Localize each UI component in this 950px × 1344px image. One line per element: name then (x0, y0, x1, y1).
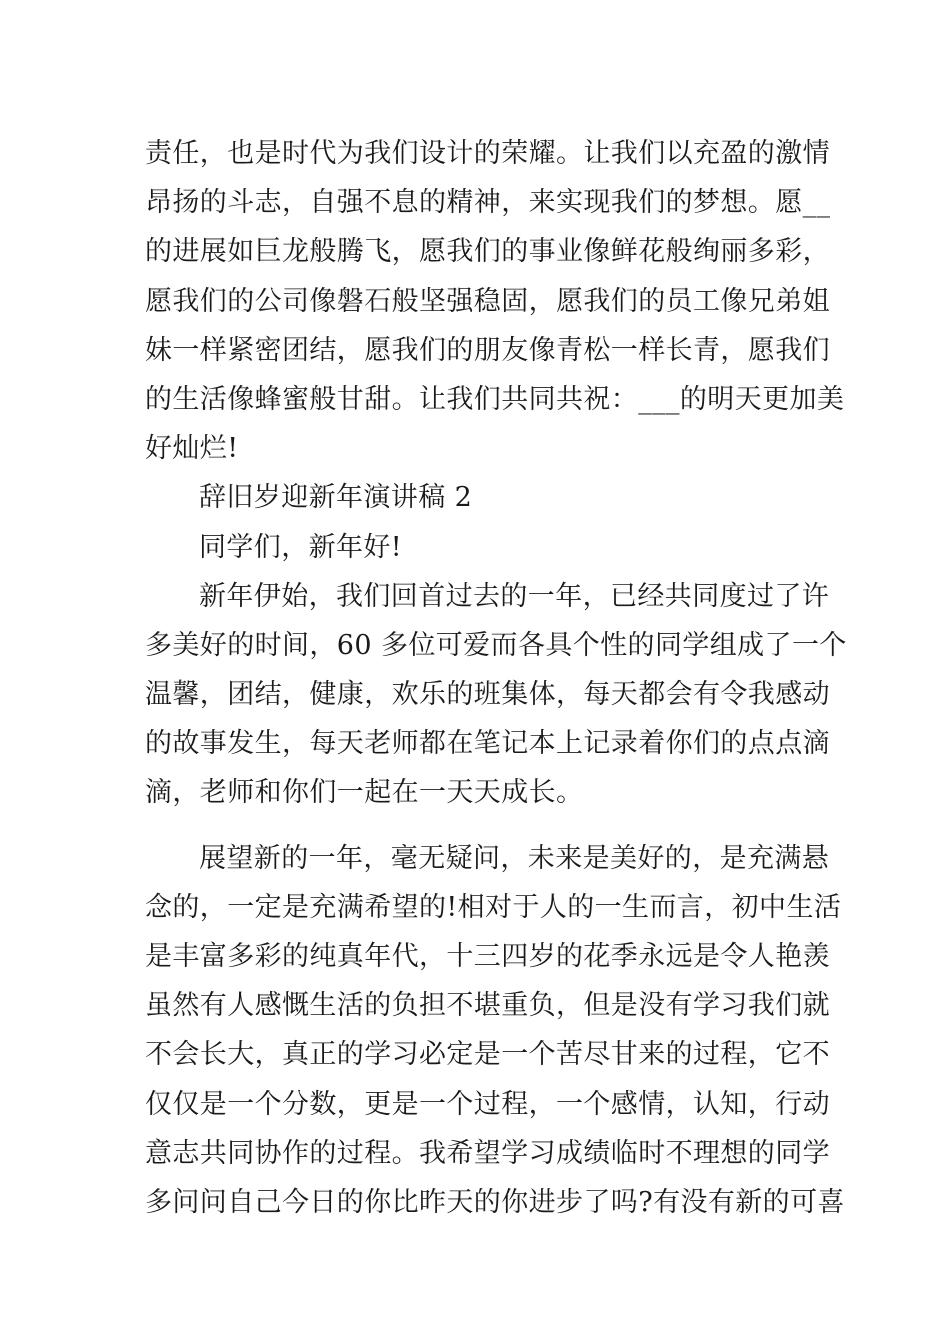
text-line: 仅仅是一个分数，更是一个过程，一个感情，认知，行动 (145, 1088, 830, 1120)
text-line: 新年伊始，我们回首过去的一年，已经共同度过了许 (199, 580, 830, 612)
text-line: 虽然有人感慨生活的负担不堪重负，但是没有学习我们就 (145, 990, 830, 1022)
text-line: 责任，也是时代为我们设计的荣耀。让我们以充盈的激情 (145, 138, 830, 169)
text-line: 愿我们的公司像磐石般坚强稳固，愿我们的员工像兄弟姐 (145, 285, 830, 317)
greeting: 同学们，新年好! (199, 531, 403, 563)
text-line: 不会长大，真正的学习必定是一个苦尽甘来的过程，它不 (145, 1039, 830, 1071)
document-body (145, 129, 847, 1227)
text-line: 的生活像蜂蜜般甘甜。让我们共同共祝：___的明天更加美 (145, 383, 845, 415)
text-line: 意志共同协作的过程。我希望学习成绩临时不理想的同学 (145, 1137, 830, 1169)
section-title: 辞旧岁迎新年演讲稿 2 (199, 482, 473, 514)
text-line: 妹一样紧密团结，愿我们的朋友像青松一样长青，愿我们 (145, 334, 830, 366)
text-line: 的进展如巨龙般腾飞，愿我们的事业像鲜花般绚丽多彩， (145, 236, 830, 268)
text-line: 温馨，团结，健康，欢乐的班集体，每天都会有令我感动 (145, 679, 830, 711)
text-line: 念的，一定是充满希望的!相对于人的一生而言，初中生活 (145, 891, 842, 923)
paragraph-spacer (145, 818, 810, 834)
text-line: 滴，老师和你们一起在一天天成长。 (145, 777, 584, 809)
text-line: 多问问自己今日的你比昨天的你进步了吗?有没有新的可喜 (145, 1186, 845, 1218)
text-line: 昂扬的斗志，自强不息的精神，来实现我们的梦想。愿__ (145, 187, 831, 219)
paragraph-1 (145, 572, 847, 818)
continuation-paragraph (145, 129, 845, 473)
text-line: 的故事发生，每天老师都在笔记本上记录着你们的点点滴 (145, 728, 830, 760)
text-line: 是丰富多彩的纯真年代，十三四岁的花季永远是令人艳羡 (145, 941, 830, 972)
paragraph-2 (145, 834, 845, 1228)
text-line: 好灿烂! (145, 433, 239, 465)
text-line: 展望新的一年，毫无疑问，未来是美好的，是充满悬 (199, 842, 830, 874)
text-line: 多美好的时间，60 多位可爱而各具个性的同学组成了一个 (145, 629, 847, 661)
